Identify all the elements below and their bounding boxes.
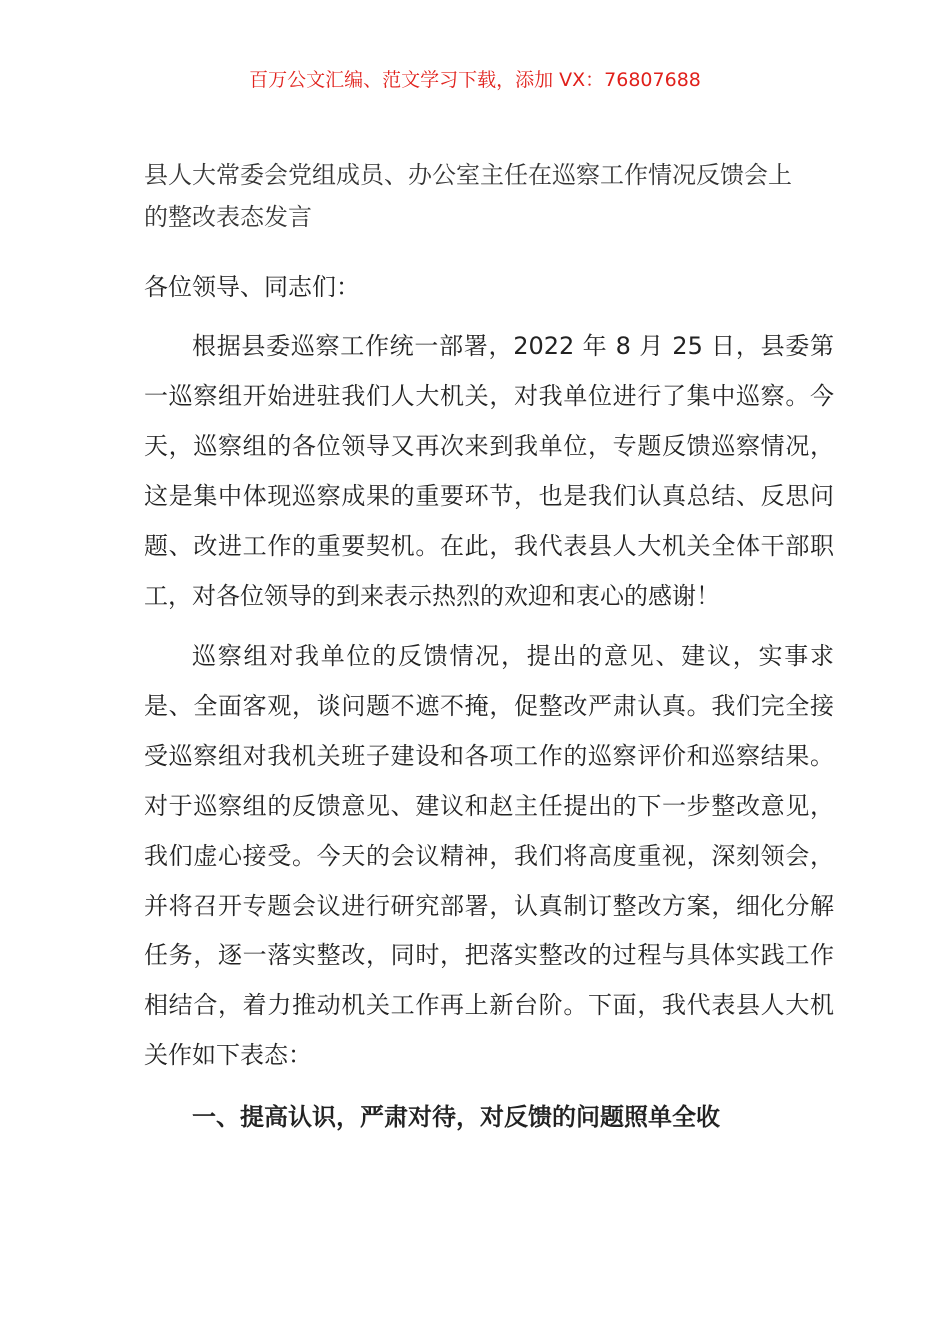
section-heading: 一、提高认识，严肃对待，对反馈的问题照单全收 [192, 1103, 720, 1131]
body-paragraph: 根据县委巡察工作统一部署，2022 年 8 月 25 日，县委第一巡察组开始进驻我们人大机关，对我单位进行了集中巡察。今天，巡察组的各位领导又再次来到我单位，专题反馈巡察情况，这是集中体现巡察成果的重要环节，也是我们认真总结、反思问题、改进工作的重要契机。在此，我代表县人大机关全体干部职工，对各位领导的到来表示热烈的欢迎和衷心的感谢！ [144, 332, 834, 610]
document-title: 县人大常委会党组成员、办公室主任在巡察工作情况反馈会上的整改表态发言 [144, 161, 792, 231]
body-paragraph: 巡察组对我单位的反馈情况，提出的意见、建议，实事求是、全面客观，谈问题不遮不掩，促整改严肃认真。我们完全接受巡察组对我机关班子建设和各项工作的巡察评价和巡察结果。对于巡察组的反馈意见、建议和赵主任提出的下一步整改意见，我们虚心接受。今天的会议精神，我们将高度重视，深刻领会，并将召开专题会议进行研究部署，认真制订整改方案，细化分解任务，逐一落实整改，同时，把落实整改的过程与具体实践工作相结合，着力推动机关工作再上新台阶。下面，我代表县人大机关作如下表态： [144, 642, 834, 1070]
salutation: 各位领导、同志们： [144, 273, 360, 301]
watermark-header: 百万公文汇编、范文学习下载，添加 VX：76807688 [249, 69, 701, 91]
